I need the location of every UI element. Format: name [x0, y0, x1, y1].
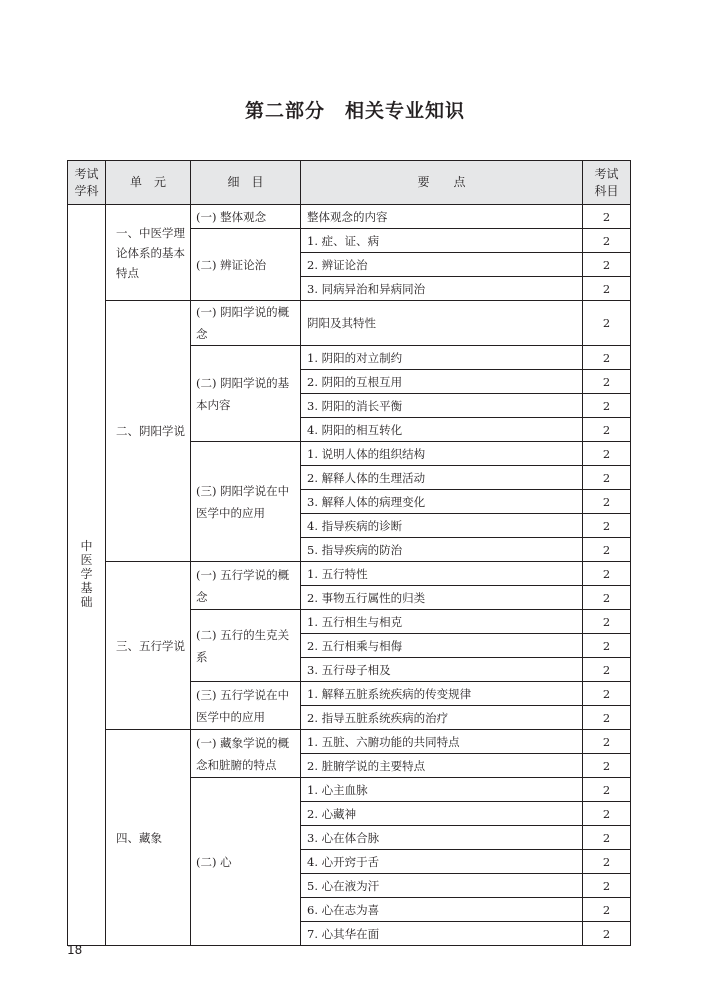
- level-cell: 2: [583, 826, 631, 850]
- point-cell: 3. 阴阳的消长平衡: [301, 394, 583, 418]
- point-cell: 整体观念的内容: [301, 205, 583, 229]
- detail-cell: (二) 阴阳学说的基本内容: [191, 346, 301, 442]
- unit-cell: 三、五行学说: [106, 562, 191, 730]
- level-cell: 2: [583, 346, 631, 370]
- header-subject: 考试学科: [68, 161, 106, 205]
- point-cell: 2. 指导五脏系统疾病的治疗: [301, 706, 583, 730]
- point-cell: 阴阳及其特性: [301, 301, 583, 346]
- level-cell: 2: [583, 586, 631, 610]
- point-cell: 2. 事物五行属性的归类: [301, 586, 583, 610]
- level-cell: 2: [583, 442, 631, 466]
- table-row: [68, 562, 631, 586]
- level-cell: 2: [583, 370, 631, 394]
- level-cell: 2: [583, 730, 631, 754]
- level-cell: 2: [583, 205, 631, 229]
- level-cell: 2: [583, 898, 631, 922]
- point-cell: 4. 指导疾病的诊断: [301, 514, 583, 538]
- level-cell: 2: [583, 562, 631, 586]
- level-cell: 2: [583, 706, 631, 730]
- point-cell: 6. 心在志为喜: [301, 898, 583, 922]
- point-cell: 1. 说明人体的组织结构: [301, 442, 583, 466]
- point-cell: 1. 五脏、六腑功能的共同特点: [301, 730, 583, 754]
- point-cell: 1. 症、证、病: [301, 229, 583, 253]
- level-cell: 2: [583, 802, 631, 826]
- table-body: [68, 205, 631, 946]
- point-cell: 3. 心在体合脉: [301, 826, 583, 850]
- level-cell: 2: [583, 418, 631, 442]
- detail-cell: (二) 心: [191, 778, 301, 946]
- level-cell: 2: [583, 610, 631, 634]
- subject-label: 中医学基础: [80, 539, 93, 609]
- level-cell: 2: [583, 466, 631, 490]
- detail-cell: (一) 五行学说的概念: [191, 562, 301, 610]
- level-cell: 2: [583, 874, 631, 898]
- subject-cell: [68, 205, 106, 946]
- page-title: 第二部分 相关专业知识: [244, 100, 465, 122]
- level-cell: 2: [583, 634, 631, 658]
- level-cell: 2: [583, 277, 631, 301]
- table-row: [68, 730, 631, 754]
- level-cell: 2: [583, 490, 631, 514]
- point-cell: 7. 心其华在面: [301, 922, 583, 946]
- header-level: 考试科目: [583, 161, 631, 205]
- point-cell: 3. 五行母子相及: [301, 658, 583, 682]
- level-cell: 2: [583, 754, 631, 778]
- table-row: [68, 205, 631, 229]
- detail-cell: (三) 五行学说在中医学中的应用: [191, 682, 301, 730]
- level-cell: 2: [583, 922, 631, 946]
- detail-cell: (一) 藏象学说的概念和脏腑的特点: [191, 730, 301, 778]
- point-cell: 3. 解释人体的病理变化: [301, 490, 583, 514]
- level-cell: 2: [583, 778, 631, 802]
- header-unit: 单 元: [106, 161, 191, 205]
- point-cell: 2. 脏腑学说的主要特点: [301, 754, 583, 778]
- point-cell: 2. 解释人体的生理活动: [301, 466, 583, 490]
- point-cell: 5. 心在液为汗: [301, 874, 583, 898]
- level-cell: 2: [583, 682, 631, 706]
- point-cell: 2. 心藏神: [301, 802, 583, 826]
- syllabus-table: [67, 160, 631, 946]
- detail-cell: (二) 辨证论治: [191, 229, 301, 301]
- point-cell: 2. 阴阳的互根互用: [301, 370, 583, 394]
- header-points: 要 点: [301, 161, 583, 205]
- level-cell: 2: [583, 850, 631, 874]
- point-cell: 3. 同病异治和异病同治: [301, 277, 583, 301]
- level-cell: 2: [583, 253, 631, 277]
- point-cell: 4. 阴阳的相互转化: [301, 418, 583, 442]
- level-cell: 2: [583, 514, 631, 538]
- unit-cell: 一、中医学理论体系的基本特点: [106, 205, 191, 301]
- point-cell: 5. 指导疾病的防治: [301, 538, 583, 562]
- point-cell: 1. 五行特性: [301, 562, 583, 586]
- point-cell: 1. 阴阳的对立制约: [301, 346, 583, 370]
- point-cell: 1. 心主血脉: [301, 778, 583, 802]
- detail-cell: (一) 阴阳学说的概念: [191, 301, 301, 346]
- unit-cell: 二、阴阳学说: [106, 301, 191, 562]
- point-cell: 2. 五行相乘与相侮: [301, 634, 583, 658]
- point-cell: 1. 解释五脏系统疾病的传变规律: [301, 682, 583, 706]
- level-cell: 2: [583, 394, 631, 418]
- table-row: [68, 301, 631, 346]
- level-cell: 2: [583, 301, 631, 346]
- unit-cell: 四、藏象: [106, 730, 191, 946]
- detail-cell: (一) 整体观念: [191, 205, 301, 229]
- level-cell: 2: [583, 658, 631, 682]
- point-cell: 1. 五行相生与相克: [301, 610, 583, 634]
- point-cell: 2. 辨证论治: [301, 253, 583, 277]
- level-cell: 2: [583, 538, 631, 562]
- detail-cell: (三) 阴阳学说在中医学中的应用: [191, 442, 301, 562]
- table-header: [68, 161, 631, 205]
- level-cell: 2: [583, 229, 631, 253]
- header-detail: 细 目: [191, 161, 301, 205]
- page-number: 18: [67, 943, 83, 957]
- detail-cell: (二) 五行的生克关系: [191, 610, 301, 682]
- point-cell: 4. 心开窍于舌: [301, 850, 583, 874]
